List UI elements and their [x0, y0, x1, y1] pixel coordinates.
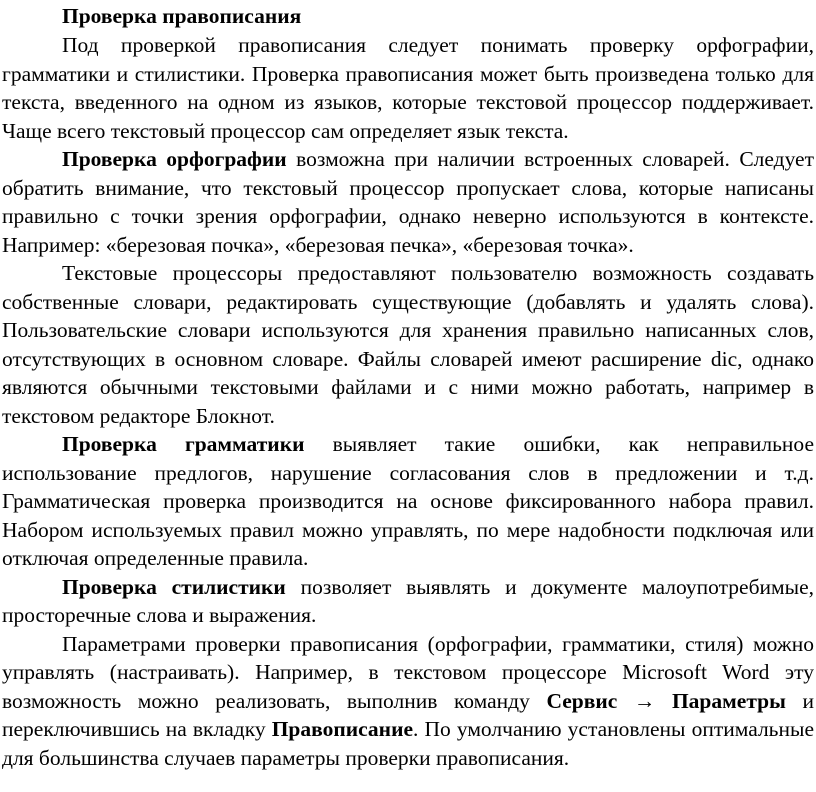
paragraph-style-text: позволяет выявлять и документе малоупотребимые, просторечные слова и выражения. [2, 574, 814, 627]
paragraph-intro-text: Под проверкой правописания следует понимать проверку орфографии, грамматики и стилистики. Проверка правописания может быть произведена только для текста, введенного на одном из языков, которые текстовой процессор поддерживает. Чаще всего текстовый процессор сам определяет язык текста. [2, 33, 814, 143]
paragraph-settings-text-3: . По умолчанию установлены оптимальные для большинства случаев параметры проверки правописания. [2, 717, 814, 770]
paragraph-settings-text-2: и переключившись на вкладку [2, 688, 814, 741]
arrow-symbol: → [617, 688, 672, 713]
paragraph-grammar [2, 430, 814, 573]
paragraph-style [2, 573, 814, 630]
paragraph-settings [2, 630, 814, 773]
command-service: Сервис [546, 688, 618, 713]
term-spelling: Проверка орфографии [62, 147, 287, 171]
tab-spelling-name: Правописание [271, 717, 413, 741]
paragraph-spelling-text: возможна при наличии встроенных словарей. Следует обратить внимание, что текстовый процессор пропускает слова, которые написаны правильно с точки зрения орфографии, однако неверно используются в контексте. Например: «березовая почка», «березовая печка», «березовая точка». [2, 147, 814, 257]
paragraph-settings-text-1: Параметрами проверки правописания (орфографии, грамматики, стиля) можно управлять (настраивать). Например, в текстовом процессоре Microsoft Word эту возможность можно реализовать, выполнив команду [2, 631, 814, 713]
command-parameters: Параметры [671, 688, 786, 713]
paragraph-dictionaries-text: Текстовые процессоры предоставляют пользователю возможность создавать собственные словари, редактировать существующие (добавлять и удалять слова). Пользовательские словари используются для хранения правильно написанных слов, отсутствующих в основном словаре. Файлы словарей имеют расширение dic, однако являются обычными текстовыми файлами и с ними можно работать, например в текстовом редакторе Блокнот. [2, 261, 814, 428]
term-grammar: Проверка грамматики [62, 432, 305, 456]
paragraph-grammar-text: выявляет такие ошибки, как неправильное использование предлогов, нарушение согласования слов в предложении и т.д. Грамматическая проверка производится на основе фиксированного набора правил. Набором используемых правил можно управлять, по мере надобности подключая или отключая определенные правила. [2, 432, 814, 570]
paragraph-spelling [2, 145, 814, 259]
paragraph-intro [2, 31, 814, 145]
term-style: Проверка стилистики [62, 574, 286, 599]
section-heading: Проверка правописания [62, 4, 302, 28]
paragraph-dictionaries [2, 259, 814, 430]
